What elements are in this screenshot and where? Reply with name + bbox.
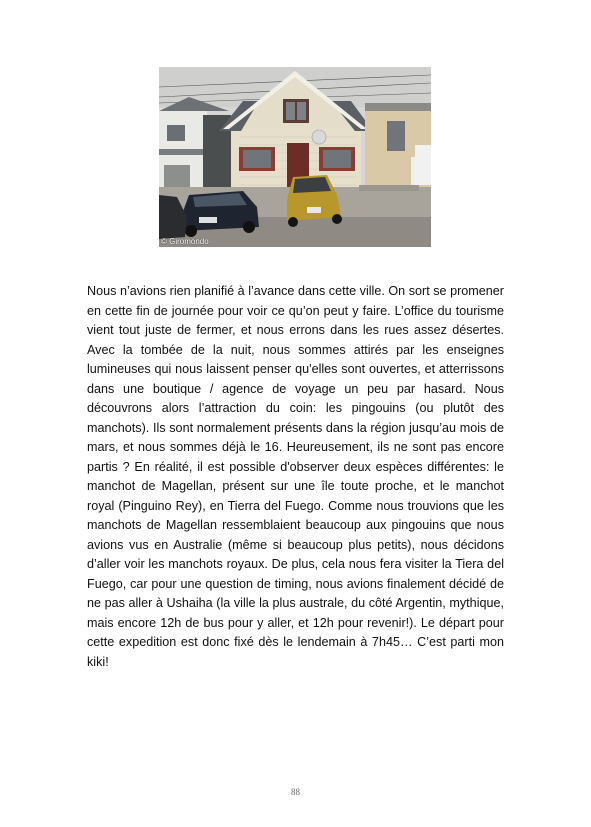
photo-credit: © Giromondo (161, 237, 209, 246)
page-number: 88 (291, 787, 300, 797)
house-illustration (159, 67, 431, 247)
body-paragraph: Nous n’avions rien planifié à l’avance dans cette ville. On sort se promener en cette fin de journée pour voir ce qu’on peut y faire. L’office du tourisme vient tout juste de fermer, et nous errons dans les rues assez désertes. Avec la tombée de la nuit, nous sommes attirés par les enseignes lumineuses qui nous laissent penser qu'elles sont ouvertes, et atterrissons dans une boutique / agence de voyage un peu par hasard. Nous découvrons alors l’attraction du coin: les pingouins (ou plutôt des manchots). Ils sont normalement présents dans la région jusqu’au mois de mars, et nous sommes déjà le 16. Heureusement, ils ne sont pas encore partis ? En réalité, il est possible d'observer deux espèces différentes: le manchot de Magellan, présent sur une île toute proche, et le manchot royal (Pinguino Rey), en Tierra del Fuego. Comme nous trouvions que les manchots de Magellan ressemblaient beaucoup aux pingouins que nous avions vus en Australie (même si beaucoup plus petits), nous décidons d’aller voir les manchots royaux. De plus, cela nous fera visiter la Tiera del Fuego, car pour une question de timing, nous avions finalement décidé de ne pas aller à Ushaiha (la ville la plus australe, du côté Argentin, mythique, mais encore 12h de bus pour y aller, et 12h pour revenir!). Le départ pour cette expedition est donc fixé dès le lendemain à 7h45… C’est parti mon kiki! (87, 284, 504, 669)
street-house-photo (159, 67, 431, 247)
